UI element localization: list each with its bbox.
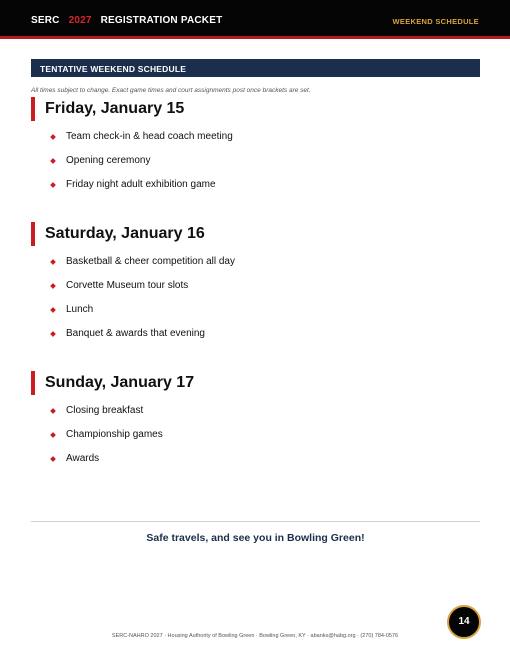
bullet-icon	[50, 307, 56, 313]
list-item	[31, 254, 480, 278]
day-title: Sunday, January 17	[45, 374, 195, 391]
list-item	[31, 427, 480, 451]
footer-contact-line: SERC-NAHRO 2027 · Housing Authority of Bowling Green · Bowling Green, KY · abanks@habg.org · (270) 784-0576	[111, 633, 399, 639]
list-item-text: Friday night adult exhibition game	[66, 179, 216, 190]
list-item	[31, 326, 480, 350]
day-sunday	[31, 371, 480, 467]
header-bar	[0, 0, 510, 39]
section-title: TENTATIVE WEEKEND SCHEDULE	[40, 63, 187, 74]
bullet-icon	[50, 134, 56, 140]
bullet-icon	[50, 182, 56, 188]
bullet-icon	[50, 456, 56, 462]
heading-accent-bar	[31, 97, 35, 121]
bullet-icon	[50, 331, 56, 337]
list-item	[31, 153, 480, 177]
list-item-text: Awards	[66, 453, 100, 464]
list-item	[31, 403, 480, 427]
list-item-text: Banquet & awards that evening	[66, 328, 205, 339]
day-title: Saturday, January 16	[45, 225, 205, 242]
header-section-label: WEEKEND SCHEDULE	[392, 17, 479, 26]
day-heading	[31, 222, 480, 246]
heading-accent-bar	[31, 371, 35, 395]
list-item-text: Opening ceremony	[66, 155, 151, 166]
list-item-text: Closing breakfast	[66, 405, 144, 416]
header-title: REGISTRATION PACKET	[100, 15, 223, 26]
closing-message: Safe travels, and see you in Bowling Green!	[146, 532, 365, 544]
day-saturday	[31, 222, 480, 342]
section-title-bar	[31, 59, 480, 77]
heading-accent-bar	[31, 222, 35, 246]
list-item-text: Championship games	[66, 429, 163, 440]
day-item-list	[31, 254, 480, 350]
header-year: 2027	[68, 15, 92, 26]
list-item	[31, 278, 480, 302]
list-item	[31, 129, 480, 153]
day-heading	[31, 97, 480, 121]
header-brand: SERC	[31, 15, 60, 26]
day-title: Friday, January 15	[45, 100, 185, 117]
day-friday	[31, 97, 480, 193]
header-title-group	[31, 15, 222, 26]
day-heading	[31, 371, 480, 395]
bullet-icon	[50, 158, 56, 164]
bullet-icon	[50, 432, 56, 438]
bullet-icon	[50, 408, 56, 414]
bullet-icon	[50, 283, 56, 289]
list-item	[31, 302, 480, 326]
list-item-text: Team check-in & head coach meeting	[66, 131, 233, 142]
list-item	[31, 451, 480, 475]
list-item-text: Corvette Museum tour slots	[66, 280, 189, 291]
day-item-list	[31, 403, 480, 475]
list-item-text: Lunch	[66, 304, 94, 315]
list-item-text: Basketball & cheer competition all day	[66, 256, 235, 267]
divider	[31, 521, 480, 522]
day-item-list	[31, 129, 480, 201]
list-item	[31, 177, 480, 201]
bullet-icon	[50, 259, 56, 265]
schedule-note: All times subject to change. Exact game times and court assignments post once brackets are set.	[31, 87, 311, 94]
page-number-badge: 14	[447, 605, 481, 639]
